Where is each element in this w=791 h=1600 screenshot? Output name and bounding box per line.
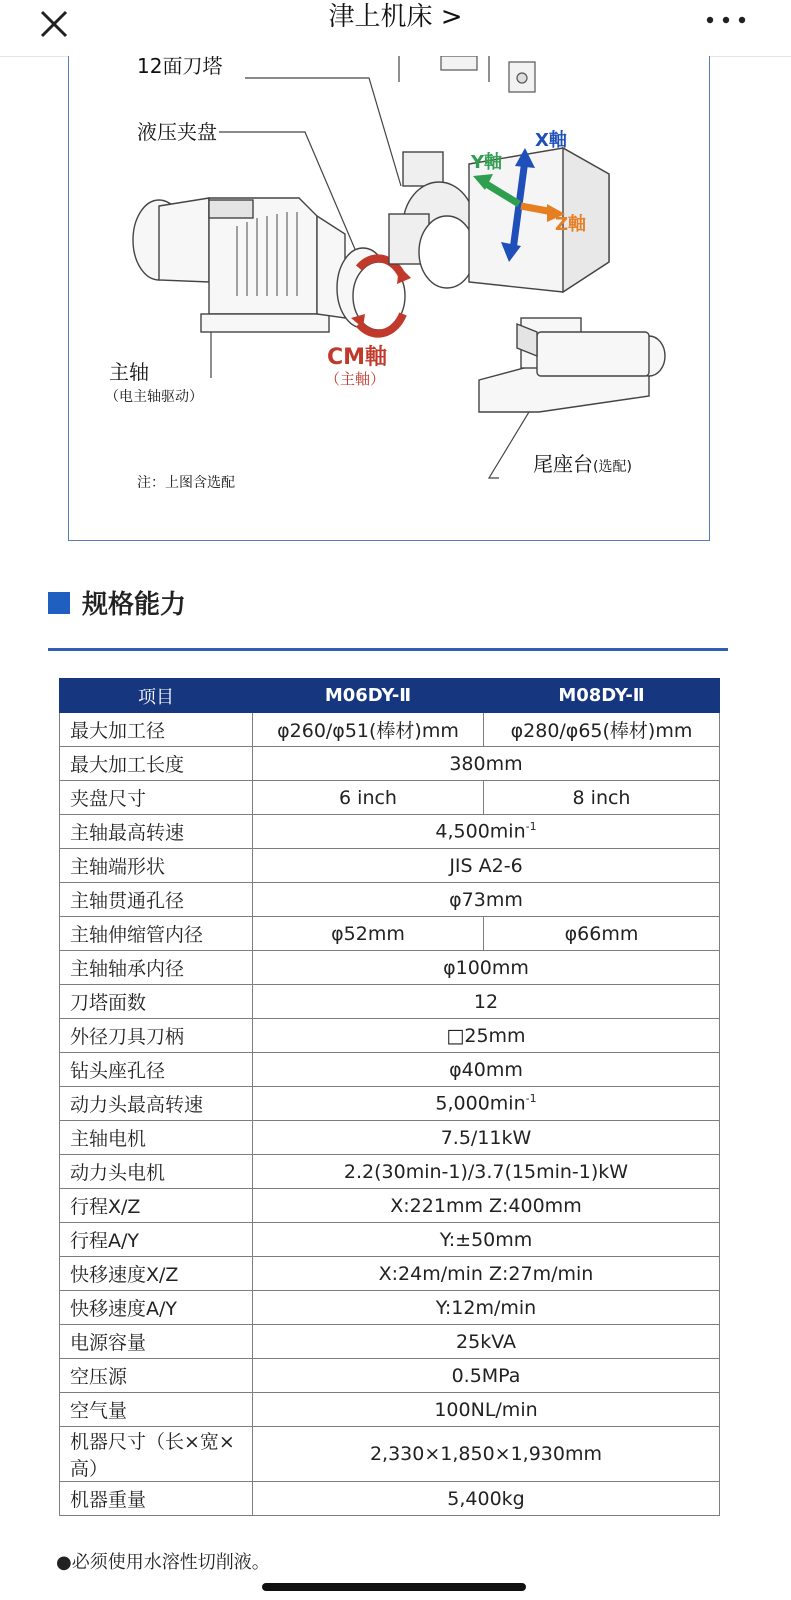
spec-value-text: 100NL/min bbox=[434, 1398, 538, 1421]
spec-value bbox=[253, 849, 720, 883]
spec-value-text: 2.2(30min-1)/3.7(15min-1)kW bbox=[343, 1160, 629, 1183]
y-axis-label: Y軸 bbox=[471, 152, 503, 173]
spec-value-text: 4,500min bbox=[435, 820, 526, 843]
header-item: 项目 bbox=[60, 679, 253, 713]
spec-value bbox=[253, 1121, 720, 1155]
spec-value bbox=[253, 1359, 720, 1393]
spec-value-exponent: -1 bbox=[525, 1092, 537, 1106]
spec-value-text: 25kVA bbox=[456, 1330, 516, 1353]
spec-item-label: 钻头座孔径 bbox=[60, 1053, 253, 1087]
spec-value bbox=[253, 1257, 720, 1291]
spec-value bbox=[253, 951, 720, 985]
footnote: ●必须使用水溶性切削液。 bbox=[56, 1552, 270, 1573]
spec-value-text: JIS A2-6 bbox=[449, 854, 523, 877]
spec-item-label: 最大加工径 bbox=[60, 713, 253, 747]
spindle-label: 主轴 bbox=[109, 360, 149, 384]
spec-table-body bbox=[60, 713, 720, 1516]
machine-diagram bbox=[68, 56, 710, 541]
spec-value-text: 380mm bbox=[449, 752, 523, 775]
chuck-label: 液压夹盘 bbox=[137, 120, 217, 144]
spec-row bbox=[60, 815, 720, 849]
spec-row bbox=[60, 781, 720, 815]
z-axis-label: Z軸 bbox=[555, 214, 587, 235]
spec-value-text: 2,330×1,850×1,930mm bbox=[369, 1443, 603, 1465]
spec-value-m08dy: φ66mm bbox=[484, 917, 720, 951]
spec-row bbox=[60, 1019, 720, 1053]
spec-value bbox=[253, 747, 720, 781]
spec-row bbox=[60, 713, 720, 747]
spec-item-label: 机器尺寸（长×宽×高） bbox=[60, 1427, 253, 1482]
spec-item-label: 主轴电机 bbox=[60, 1121, 253, 1155]
spec-value-text: φ73mm bbox=[449, 888, 523, 911]
spec-value bbox=[253, 985, 720, 1019]
spec-row bbox=[60, 1325, 720, 1359]
spec-item-label: 动力头最高转速 bbox=[60, 1087, 253, 1121]
spec-value bbox=[253, 1155, 720, 1189]
spec-value bbox=[253, 1053, 720, 1087]
spec-value-exponent: -1 bbox=[525, 820, 537, 834]
top-bar bbox=[0, 0, 791, 57]
home-indicator[interactable] bbox=[262, 1583, 526, 1591]
spec-value-text: □25mm bbox=[446, 1024, 526, 1047]
spec-value-m06dy: 6 inch bbox=[253, 781, 484, 815]
spec-item-label: 最大加工长度 bbox=[60, 747, 253, 781]
spec-row bbox=[60, 1087, 720, 1121]
spec-item-label: 动力头电机 bbox=[60, 1155, 253, 1189]
section-title: 规格能力 bbox=[82, 590, 187, 620]
spec-value-text: 7.5/11kW bbox=[440, 1126, 532, 1149]
spec-value-text: φ100mm bbox=[443, 956, 529, 979]
spec-row bbox=[60, 1291, 720, 1325]
spec-value-text: 0.5MPa bbox=[451, 1364, 521, 1387]
spec-value-text: X:221mm Z:400mm bbox=[390, 1194, 582, 1217]
spec-row bbox=[60, 747, 720, 781]
spec-value-text: Y:±50mm bbox=[439, 1228, 533, 1251]
spec-row bbox=[60, 1427, 720, 1482]
spec-item-label: 外径刀具刀柄 bbox=[60, 1019, 253, 1053]
spec-item-label: 刀塔面数 bbox=[60, 985, 253, 1019]
spec-section-header bbox=[48, 586, 728, 651]
spec-value bbox=[253, 1019, 720, 1053]
spec-row bbox=[60, 1482, 720, 1516]
spec-row bbox=[60, 1053, 720, 1087]
header-m08dy: M08DY-Ⅱ bbox=[484, 679, 720, 713]
cm-axis-sub-label: （主軸） bbox=[325, 370, 386, 388]
tailstock-label bbox=[533, 448, 632, 477]
spec-value bbox=[253, 1223, 720, 1257]
turret-label: 12面刀塔 bbox=[137, 54, 223, 78]
spec-item-label: 快移速度X/Z bbox=[60, 1257, 253, 1291]
spec-row bbox=[60, 883, 720, 917]
spec-item-label: 机器重量 bbox=[60, 1482, 253, 1516]
spec-item-label: 行程A/Y bbox=[60, 1223, 253, 1257]
spec-item-label: 主轴最高转速 bbox=[60, 815, 253, 849]
x-axis-label: X軸 bbox=[535, 130, 567, 151]
spec-value-m06dy: φ52mm bbox=[253, 917, 484, 951]
spec-row bbox=[60, 1155, 720, 1189]
spec-row bbox=[60, 1121, 720, 1155]
spec-row bbox=[60, 951, 720, 985]
spec-value bbox=[253, 1291, 720, 1325]
spec-value-m06dy: φ260/φ51(棒材)mm bbox=[253, 713, 484, 747]
spec-item-label: 主轴端形状 bbox=[60, 849, 253, 883]
more-icon[interactable] bbox=[704, 10, 748, 30]
cm-axis-label: CM軸 bbox=[327, 345, 388, 370]
spec-value bbox=[253, 883, 720, 917]
page-title[interactable]: 津上机床 > bbox=[328, 2, 463, 32]
spec-value-m08dy: φ280/φ65(棒材)mm bbox=[484, 713, 720, 747]
spec-value-text: 12 bbox=[473, 990, 499, 1013]
spec-value-m08dy: 8 inch bbox=[484, 781, 720, 815]
spec-item-label: 主轴伸缩管内径 bbox=[60, 917, 253, 951]
spec-item-label: 快移速度A/Y bbox=[60, 1291, 253, 1325]
spec-item-label: 空气量 bbox=[60, 1393, 253, 1427]
spec-row bbox=[60, 1189, 720, 1223]
spec-item-label: 主轴轴承内径 bbox=[60, 951, 253, 985]
spec-value bbox=[253, 815, 720, 849]
spec-value bbox=[253, 1189, 720, 1223]
spec-value bbox=[253, 1427, 720, 1482]
spec-value-text: X:24m/min Z:27m/min bbox=[378, 1262, 594, 1285]
tailstock-note: (选配) bbox=[593, 459, 632, 475]
spec-value bbox=[253, 1482, 720, 1516]
spec-value bbox=[253, 1087, 720, 1121]
spec-item-label: 电源容量 bbox=[60, 1325, 253, 1359]
spec-table bbox=[59, 678, 720, 1516]
spec-row bbox=[60, 1223, 720, 1257]
spec-item-label: 空压源 bbox=[60, 1359, 253, 1393]
spec-row bbox=[60, 1393, 720, 1427]
spec-row bbox=[60, 849, 720, 883]
spec-value-text: φ40mm bbox=[449, 1058, 523, 1081]
tailstock-name: 尾座台 bbox=[533, 452, 593, 476]
spec-row bbox=[60, 1257, 720, 1291]
spec-header-row bbox=[60, 679, 720, 713]
spec-value-text: 5,400kg bbox=[447, 1487, 525, 1510]
spec-item-label: 夹盘尺寸 bbox=[60, 781, 253, 815]
section-marker-icon bbox=[48, 592, 70, 614]
diagram-note: 注：上图含选配 bbox=[137, 475, 235, 491]
header-m06dy: M06DY-Ⅱ bbox=[253, 679, 484, 713]
spec-value-text: 5,000min bbox=[435, 1092, 526, 1115]
spec-value-text: Y:12m/min bbox=[435, 1296, 537, 1319]
spec-row bbox=[60, 985, 720, 1019]
spindle-note: （电主轴驱动） bbox=[105, 389, 203, 405]
spec-item-label: 主轴贯通孔径 bbox=[60, 883, 253, 917]
spec-item-label: 行程X/Z bbox=[60, 1189, 253, 1223]
spec-row bbox=[60, 917, 720, 951]
spec-value bbox=[253, 1325, 720, 1359]
spec-value bbox=[253, 1393, 720, 1427]
spec-row bbox=[60, 1359, 720, 1393]
